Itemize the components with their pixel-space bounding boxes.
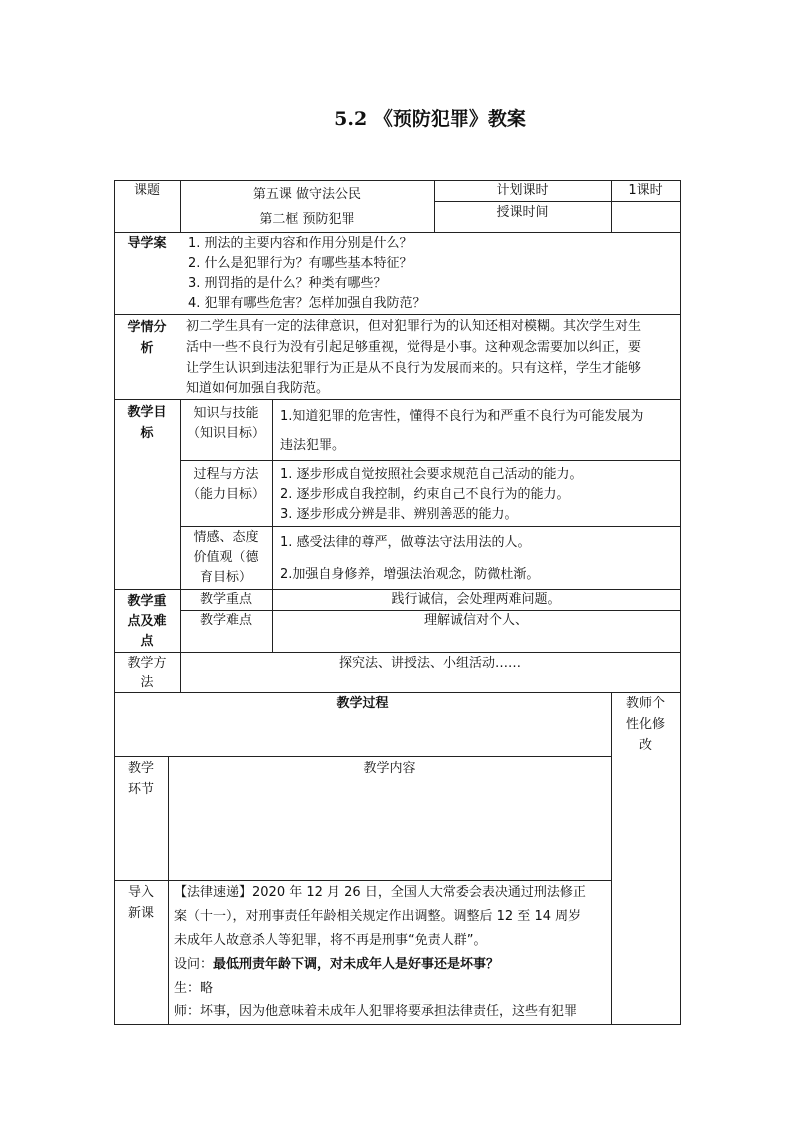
teacher-label-2: 性化修 — [625, 717, 665, 732]
analysis-line-1: 初二学生具有一定的法律意识，但对犯罪行为的认知还相对模糊。其次学生对生 — [186, 319, 642, 334]
rule-stage-col — [168, 756, 169, 1025]
process-item-1: 1. 逐步形成自觉按照社会要求规范自己活动的能力。 — [280, 467, 583, 482]
process-heading: 教学过程 — [336, 696, 389, 711]
methods-label-1: 教学方 — [127, 656, 167, 671]
goals-label-1: 教学目 — [127, 405, 167, 420]
guide-item-3: 3. 刑罚指的是什么？种类有哪些？ — [188, 276, 387, 291]
rule-analysis-bottom — [114, 399, 680, 400]
process-label-1: 过程与方法 — [193, 467, 259, 482]
difficulty-value: 理解诚信对个人、 — [423, 613, 528, 628]
topic-line-2: 第二框 预防犯罪 — [259, 212, 355, 227]
intro-line-2: 案（十一），对刑事责任年龄相关规定作出调整。调整后 12 至 14 周岁 — [174, 909, 582, 924]
emotion-label-2: 价值观（德 — [193, 550, 259, 565]
analysis-label-1: 学情分 — [127, 320, 167, 335]
taught-label: 授课时间 — [496, 205, 549, 220]
difficulty-label: 教学难点 — [199, 613, 252, 628]
intro-student: 生：略 — [174, 981, 214, 996]
intro-question — [174, 955, 499, 975]
knowledge-line-2: 违法犯罪。 — [280, 438, 346, 453]
process-label-2: （能力目标） — [186, 487, 265, 502]
goals-label-2: 标 — [140, 426, 154, 441]
guide-item-4: 4. 犯罪有哪些危害？怎样加强自我防范？ — [188, 296, 426, 311]
rule-keypoints-bottom — [114, 652, 680, 653]
knowledge-label-2: （知识目标） — [186, 426, 265, 441]
methods-value: 探究法、讲授法、小组活动…… — [338, 656, 521, 671]
teacher-label-1: 教师个 — [625, 696, 665, 711]
stage-label-1: 教学 — [127, 761, 154, 776]
intro-line-1: 【法律速递】2020 年 12 月 26 日，全国人大常委会表决通过刑法修正 — [174, 885, 586, 900]
intro-line-3: 未成年人故意杀人等犯罪，将不再是刑事“免责人群”。 — [174, 933, 487, 948]
intro-label-1: 导入 — [127, 885, 154, 900]
rule-right — [680, 180, 681, 1025]
process-item-3: 3. 逐步形成分辨是非、辨别善恶的能力。 — [280, 507, 518, 522]
content-label: 教学内容 — [363, 761, 416, 776]
guide-label: 导学案 — [127, 236, 167, 251]
emotion-item-1: 1. 感受法律的尊严，做尊法守法用法的人。 — [280, 535, 531, 550]
focus-value: 践行诚信，会处理两难问题。 — [391, 592, 561, 607]
keypoints-label-1: 教学重 — [127, 594, 167, 609]
intro-teacher: 师：坏事，因为他意味着未成年人犯罪将要承担法律责任，这些有犯罪 — [174, 1004, 578, 1019]
question-text: 最低刑责年龄下调，对未成年人是好事还是坏事？ — [213, 957, 500, 972]
emotion-label-3: 育目标） — [199, 570, 252, 585]
topic-label: 课题 — [133, 183, 160, 198]
rule-knowledge-bottom — [180, 460, 680, 461]
planned-label: 计划课时 — [496, 183, 549, 198]
stage-label-2: 环节 — [127, 782, 154, 797]
rule-planned-bottom — [434, 201, 680, 202]
process-item-2: 2. 逐步形成自我控制，约束自己不良行为的能力。 — [280, 487, 570, 502]
intro-label-2: 新课 — [127, 906, 154, 921]
focus-label: 教学重点 — [199, 592, 252, 607]
planned-value: 1课时 — [628, 183, 663, 198]
teacher-label-3: 改 — [638, 738, 652, 753]
rule-guide-bottom — [114, 314, 680, 315]
document-title: 5.2 《预防犯罪》教案 — [334, 108, 526, 130]
question-prefix: 设问： — [174, 957, 214, 972]
rule-header-bottom — [114, 232, 680, 233]
rule-stage-bottom — [114, 880, 611, 881]
emotion-item-2: 2.加强自身修养，增强法治观念，防微杜渐。 — [280, 567, 540, 582]
analysis-line-2: 活中一些不良行为没有引起足够重视，觉得是小事。这种观念需要加以纠正，要 — [186, 340, 642, 355]
analysis-line-4: 知道如何加强自我防范。 — [186, 381, 330, 396]
rule-methods-bottom — [114, 692, 680, 693]
rule-process-bottom — [180, 526, 680, 527]
keypoints-label-3: 点 — [140, 634, 154, 649]
topic-line-1: 第五课 做守法公民 — [252, 187, 362, 202]
rule-process-heading-bottom — [114, 756, 611, 757]
analysis-line-3: 让学生认识到违法犯罪行为正是从不良行为发展而来的。只有这样，学生才能够 — [186, 361, 642, 376]
rule-table-bottom — [114, 1024, 680, 1025]
knowledge-label-1: 知识与技能 — [193, 406, 259, 421]
keypoints-label-2: 点及难 — [127, 614, 167, 629]
emotion-label-1: 情感、态度 — [193, 530, 259, 545]
methods-label-2: 法 — [140, 675, 154, 690]
guide-item-1: 1. 刑法的主要内容和作用分别是什么？ — [188, 236, 413, 251]
analysis-label-2: 析 — [140, 341, 154, 356]
knowledge-line-1: 1.知道犯罪的危害性，懂得不良行为和严重不良行为可能发展为 — [280, 409, 644, 424]
guide-item-2: 2. 什么是犯罪行为？有哪些基本特征？ — [188, 256, 413, 271]
